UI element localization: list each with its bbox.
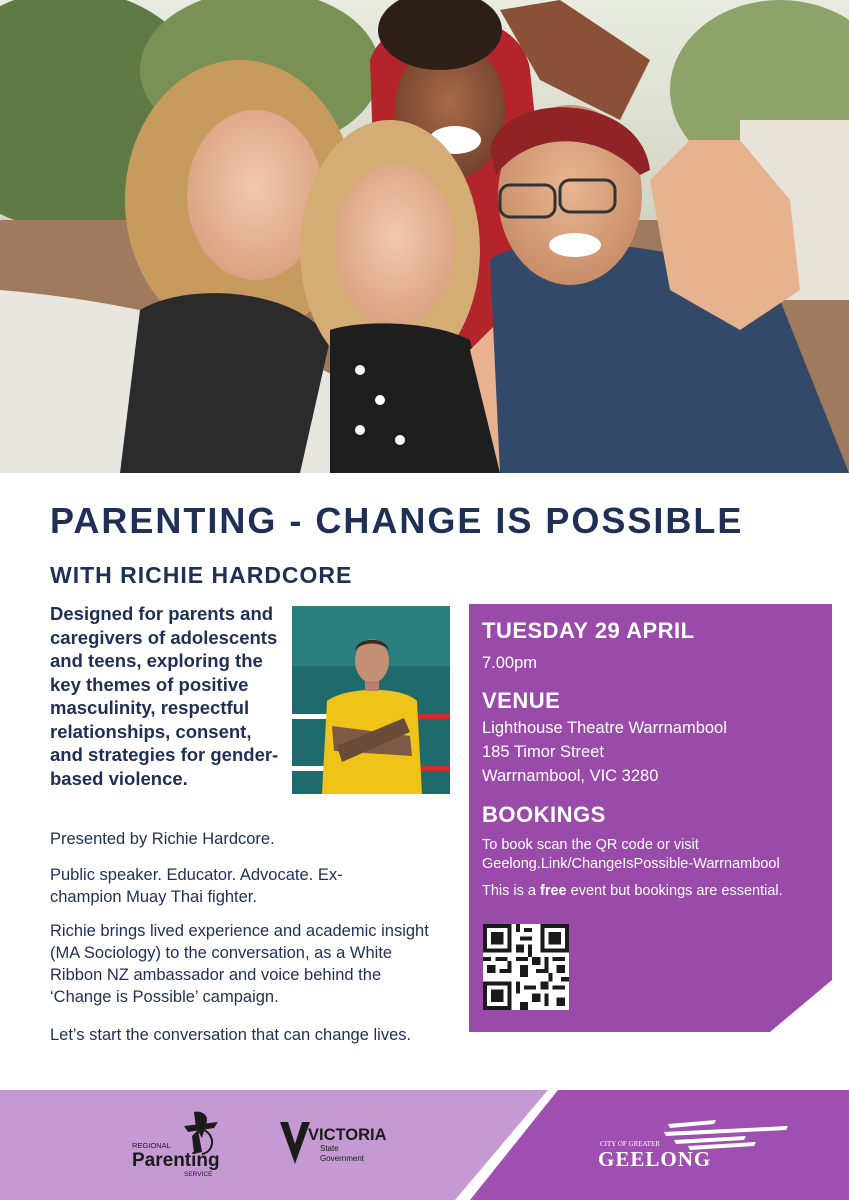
rps-line3: SERVICE: [184, 1171, 213, 1178]
free-note-prefix: This is a: [482, 883, 541, 899]
venue-street: 185 Timor Street: [482, 743, 604, 761]
cta-text: Let’s start the conversation that can change lives.: [50, 1026, 412, 1044]
victoria-government-logo: [280, 1120, 390, 1168]
booking-qr-code[interactable]: [483, 924, 569, 1010]
free-event-note: [482, 882, 783, 902]
footer-band: [0, 1090, 849, 1200]
geelong-name: GEELONG: [598, 1147, 712, 1171]
bio-text: Richie brings lived experience and academic insight (MA Sociology) to the conversation, as a White Ribbon NZ ambassador and voice behind the ‘Change is Possible’ campaign.: [50, 922, 429, 1006]
hero-photo: [0, 0, 849, 473]
event-date: TUESDAY 29 APRIL: [482, 618, 695, 643]
presenter-photo: [292, 606, 450, 794]
bookings-link[interactable]: Geelong.Link/ChangeIsPossible-Warrnambool: [482, 856, 780, 872]
panel-corner-cut: [770, 980, 832, 1032]
free-note-emphasis: free: [540, 883, 567, 899]
bookings-heading: BOOKINGS: [482, 802, 606, 827]
vic-sub1: State: [320, 1144, 339, 1153]
city-of-greater-geelong-logo: [596, 1118, 796, 1174]
vic-sub2: Government: [320, 1154, 365, 1163]
roles-text: Public speaker. Educator. Advocate. Ex-champion Muay Thai fighter.: [50, 866, 343, 906]
venue-name: Lighthouse Theatre Warrnambool: [482, 719, 727, 737]
page-subtitle: WITH RICHIE HARDCORE: [50, 562, 353, 588]
hero-illustration: [0, 0, 849, 473]
regional-parenting-service-logo: [132, 1108, 232, 1186]
intro-text: Designed for parents and caregivers of adolescents and teens, exploring the key themes of positive masculinity, respectful relationships, consent, and strategies for gender-based violence.: [50, 603, 279, 789]
presented-by-text: Presented by Richie Hardcore.: [50, 830, 275, 848]
venue-heading: VENUE: [482, 688, 561, 713]
page-title: PARENTING - CHANGE IS POSSIBLE: [50, 500, 744, 541]
rps-line2: Parenting: [132, 1150, 220, 1171]
vic-name: VICTORIA: [308, 1126, 387, 1144]
free-note-suffix: event but bookings are essential.: [566, 883, 783, 899]
event-time: 7.00pm: [482, 654, 538, 672]
event-details-panel: [469, 604, 832, 1032]
venue-city: Warrnambool, VIC 3280: [482, 767, 659, 785]
rps-line1: REGIONAL: [132, 1141, 171, 1150]
geelong-small-text: CITY OF GREATER: [600, 1140, 661, 1148]
bookings-instructions: To book scan the QR code or visit: [482, 837, 699, 853]
geelong-waves-icon: [664, 1120, 788, 1150]
